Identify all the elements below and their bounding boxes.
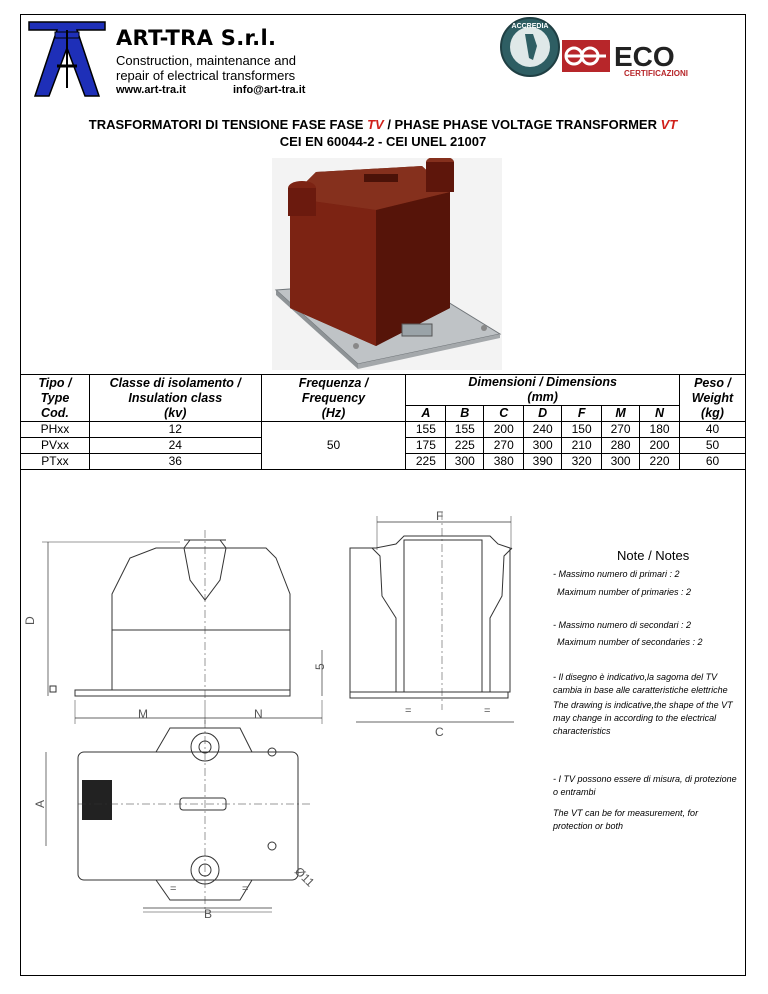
- label-f: F: [436, 509, 444, 523]
- row-dim-d: 240: [524, 422, 562, 438]
- company-logo: [27, 18, 107, 98]
- row-insulation: 36: [89, 454, 261, 470]
- row-insulation: 24: [89, 438, 261, 454]
- row-dim-d: 390: [524, 454, 562, 470]
- row-dim-b: 155: [446, 422, 484, 438]
- label-eq-1: =: [405, 705, 412, 717]
- eco-logo: [562, 30, 712, 78]
- note-4-en-1: The VT can be for measurement, for: [553, 808, 699, 818]
- label-c: C: [435, 725, 444, 739]
- note-3-en-2: may change in according to the electrical: [553, 713, 717, 723]
- row-dim-m: 270: [602, 422, 640, 438]
- row-type: PHxx: [21, 422, 90, 438]
- specifications-table: [20, 374, 746, 470]
- row-dim-m: 280: [602, 438, 640, 454]
- transformer-render: [272, 158, 502, 370]
- title-part-b: / PHASE PHASE VOLTAGE TRANSFORMER: [383, 117, 661, 132]
- row-insulation: 12: [89, 422, 261, 438]
- row-dim-n: 200: [640, 438, 680, 454]
- table-row: [21, 422, 746, 438]
- frequency-value: 50: [261, 422, 406, 470]
- label-eq-2: =: [484, 705, 491, 717]
- label-hole: Ø11: [291, 864, 318, 890]
- row-dim-b: 225: [446, 438, 484, 454]
- dim-col-f: F: [562, 406, 602, 422]
- row-type: PTxx: [21, 454, 90, 470]
- note-1-it: - Massimo numero di primari : 2: [553, 569, 680, 579]
- standards-subtitle: CEI EN 60044-2 - CEI UNEL 21007: [279, 134, 487, 149]
- label-m: M: [138, 707, 148, 721]
- row-dim-a: 175: [406, 438, 446, 454]
- company-name: ART-TRA S.r.l.: [116, 26, 277, 50]
- tagline-2: repair of electrical transformers: [116, 68, 296, 83]
- note-4-en-2: protection or both: [553, 821, 624, 831]
- note-4-it-2: o entrambi: [553, 787, 596, 797]
- row-weight: 40: [680, 422, 746, 438]
- dim-col-b: B: [446, 406, 484, 422]
- row-dim-a: 155: [406, 422, 446, 438]
- dim-col-m: M: [602, 406, 640, 422]
- row-dim-n: 220: [640, 454, 680, 470]
- header-dimensions-unit: (mm): [406, 390, 680, 406]
- row-dim-c: 380: [484, 454, 524, 470]
- document-title: [20, 117, 746, 132]
- note-2-en: Maximum number of secondaries : 2: [557, 637, 703, 647]
- label-b: B: [204, 907, 213, 920]
- note-4-it-1: - I TV possono essere di misura, di protezione: [553, 774, 737, 784]
- row-dim-f: 210: [562, 438, 602, 454]
- row-dim-n: 180: [640, 422, 680, 438]
- tagline-1: Construction, maintenance and: [116, 53, 296, 68]
- header-weight: Peso / Weight (kg): [680, 375, 746, 422]
- label-eq-3: =: [170, 883, 177, 895]
- header-type: Tipo / Type Cod.: [21, 375, 90, 422]
- note-3-en-1: The drawing is indicative,the shape of the VT: [553, 700, 733, 710]
- row-dim-f: 320: [562, 454, 602, 470]
- header-frequency: Frequenza / Frequency (Hz): [261, 375, 406, 422]
- row-dim-m: 300: [602, 454, 640, 470]
- label-d: D: [23, 616, 37, 625]
- row-dim-d: 300: [524, 438, 562, 454]
- row-weight: 60: [680, 454, 746, 470]
- dim-col-a: A: [406, 406, 446, 422]
- note-2-it: - Massimo numero di secondari : 2: [553, 620, 692, 630]
- dim-col-d: D: [524, 406, 562, 422]
- row-dim-c: 200: [484, 422, 524, 438]
- label-5: 5: [313, 663, 327, 670]
- row-dim-c: 270: [484, 438, 524, 454]
- label-a: A: [33, 799, 47, 808]
- row-dim-f: 150: [562, 422, 602, 438]
- row-type: PVxx: [21, 438, 90, 454]
- accredia-badge: [499, 16, 561, 78]
- notes-title: Note / Notes: [617, 548, 690, 563]
- row-dim-a: 225: [406, 454, 446, 470]
- side-view: [350, 512, 514, 722]
- note-1-en: Maximum number of primaries : 2: [557, 587, 692, 597]
- label-n: N: [254, 707, 263, 721]
- label-eq-4: =: [242, 883, 249, 895]
- title-part-a: TRASFORMATORI DI TENSIONE FASE FASE: [88, 117, 368, 132]
- note-3-it-1: - Il disegno è indicativo,la sagoma del TV: [553, 672, 718, 682]
- website-link[interactable]: www.art-tra.it: [116, 84, 186, 96]
- dim-col-c: C: [484, 406, 524, 422]
- eco-text: ECO: [614, 41, 675, 72]
- note-3-en-3: characteristics: [553, 726, 611, 736]
- row-weight: 50: [680, 438, 746, 454]
- note-3-it-2: cambia in base alle caratteristiche elettriche: [553, 685, 728, 695]
- email-link[interactable]: info@art-tra.it: [233, 84, 306, 96]
- eco-subtext: CERTIFICAZIONI: [624, 69, 688, 78]
- header-dimensions: Dimensioni / Dimensions: [406, 375, 680, 391]
- dim-col-n: N: [640, 406, 680, 422]
- title-vt: VT: [660, 117, 678, 132]
- top-view: [46, 720, 310, 912]
- accredia-text: ACCREDIA: [511, 23, 549, 30]
- header-insulation: Classe di isolamento / Insulation class (kv): [89, 375, 261, 422]
- front-view: [42, 530, 322, 724]
- row-dim-b: 300: [446, 454, 484, 470]
- title-tv: TV: [367, 117, 384, 132]
